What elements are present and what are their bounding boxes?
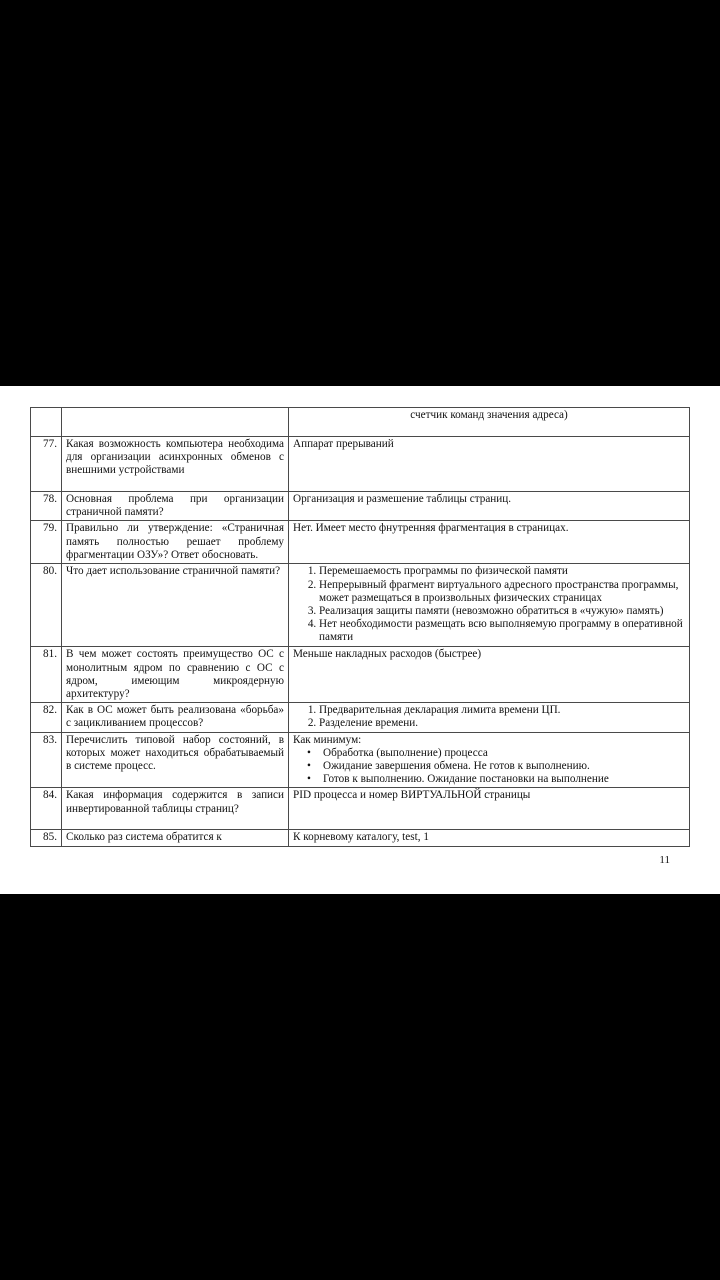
row-number: 78.: [31, 492, 62, 521]
answer-cell: [289, 703, 690, 732]
list-item: 1. Предварительная декларация лимита времени ЦП.: [319, 704, 685, 717]
row-number: 84.: [31, 788, 62, 830]
answer-lead: Как минимум:: [293, 733, 362, 746]
list-item: 1. Перемешаемость программы по физической памяти: [319, 565, 685, 578]
answer-cell: Организация и размешение таблицы страниц.: [289, 492, 690, 521]
row-number: 77.: [31, 437, 62, 492]
list-item: • Обработка (выполнение) процесса: [323, 747, 685, 760]
answer-cell: Нет. Имеет место фнутренняя фрагментация в страницах.: [289, 521, 690, 564]
table-row: [31, 408, 690, 437]
question-cell: [62, 408, 289, 437]
answer-numbered-list: [293, 565, 685, 644]
row-number: 82.: [31, 703, 62, 732]
question-cell: Как в ОС может быть реализована «борьба» с зацикливанием процессов?: [62, 703, 289, 732]
answer-bullet-list: [293, 747, 685, 787]
list-item: 4. Нет необходимости размещать всю выполняемую программу в оперативной памяти: [319, 618, 685, 644]
row-number: 80.: [31, 564, 62, 647]
list-item: 2. Непрерывный фрагмент виртуального адресного пространства программы, может размещаться в произвольных физических страницах: [319, 579, 685, 605]
table-row: [31, 732, 690, 788]
table-row: [31, 437, 690, 492]
table-row: [31, 492, 690, 521]
question-cell: Какая информация содержится в записи инвертированной таблицы страниц?: [62, 788, 289, 830]
answer-cell: Меньше накладных расходов (быстрее): [289, 647, 690, 703]
row-number: 81.: [31, 647, 62, 703]
answer-cell: [289, 732, 690, 788]
row-number: 79.: [31, 521, 62, 564]
page-number: 11: [659, 854, 670, 866]
question-cell: Основная проблема при организации страничной памяти?: [62, 492, 289, 521]
list-item: • Ожидание завершения обмена. Не готов к выполнению.: [323, 760, 685, 773]
list-item: 2. Разделение времени.: [319, 717, 685, 730]
question-cell: Что дает использование страничной памяти?: [62, 564, 289, 647]
table-row: [31, 521, 690, 564]
table-row: [31, 830, 690, 846]
question-cell: Правильно ли утверждение: «Страничная память полностью решает проблему фрагментации ОЗУ»? Ответ обосновать.: [62, 521, 289, 564]
row-number: [31, 408, 62, 437]
row-number: 83.: [31, 732, 62, 788]
list-item: 3. Реализация защиты памяти (невозможно обратиться в «чужую» память): [319, 605, 685, 618]
table-row: [31, 647, 690, 703]
answer-cell: [289, 564, 690, 647]
answer-cell: PID процесса и номер ВИРТУАЛЬНОЙ страницы: [289, 788, 690, 830]
question-cell: Какая возможность компьютера необходима для организации асинхронных обменов с внешними устройствами: [62, 437, 289, 492]
row-number: 85.: [31, 830, 62, 846]
answer-cell: счетчик команд значения адреса): [289, 408, 690, 437]
document-page: [0, 386, 720, 894]
qa-table: [30, 407, 690, 847]
answer-cell: Аппарат прерываний: [289, 437, 690, 492]
answer-cell: К корневому каталогу, test, 1: [289, 830, 690, 846]
list-item: • Готов к выполнению. Ожидание постановки на выполнение: [323, 773, 685, 786]
table-row: [31, 788, 690, 830]
question-cell: В чем может состоять преимущество ОС с монолитным ядром по сравнению с ОС с ядром, имеющим микроядерную архитектуру?: [62, 647, 289, 703]
answer-numbered-list: [293, 704, 685, 730]
question-cell: Сколько раз система обратится к: [62, 830, 289, 846]
table-row: [31, 703, 690, 732]
question-cell: Перечислить типовой набор состояний, в которых может находиться обрабатываемый в системе процесс.: [62, 732, 289, 788]
table-row: [31, 564, 690, 647]
